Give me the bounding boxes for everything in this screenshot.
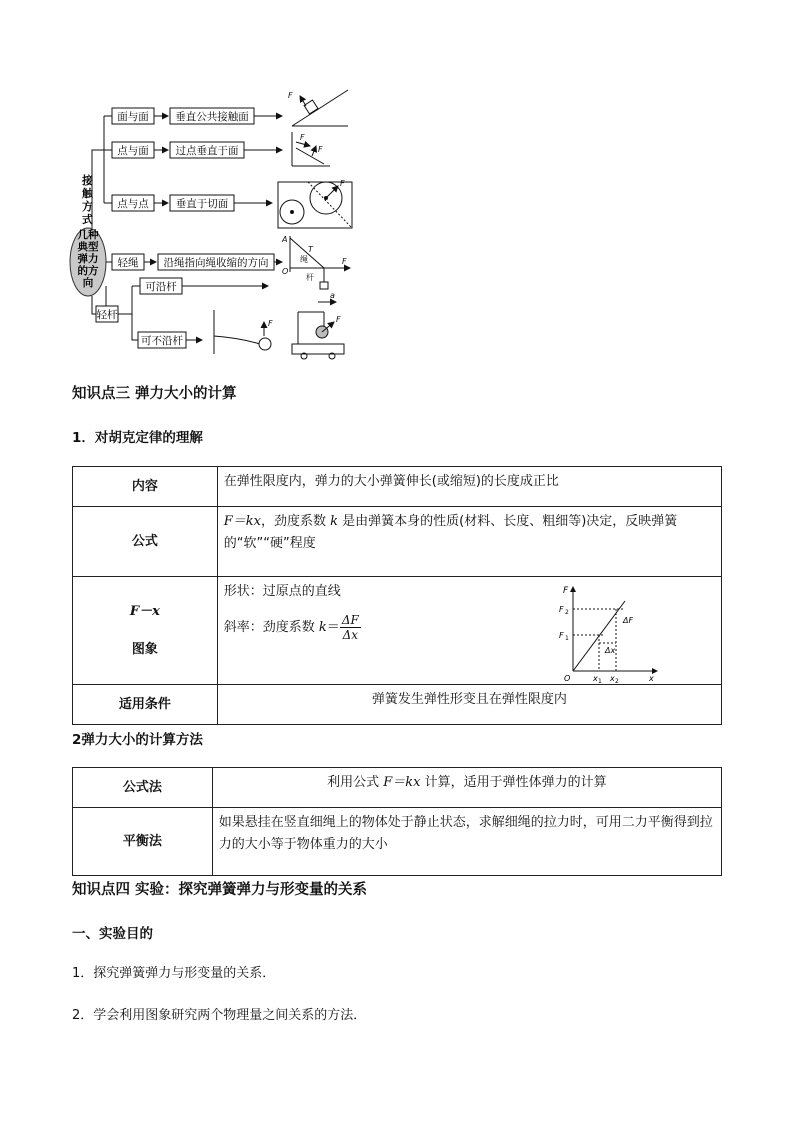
svg-text:垂直于切面: 垂直于切面	[175, 198, 229, 210]
svg-text:向: 向	[82, 277, 94, 289]
section4-sub1: 一、实验目的	[72, 926, 153, 942]
svg-text:F: F	[288, 91, 293, 100]
svg-text:F: F	[562, 586, 568, 596]
row-label-content: 内容	[73, 467, 218, 507]
svg-text:杆: 杆	[306, 273, 314, 282]
svg-text:2: 2	[614, 678, 619, 683]
svg-text:可沿杆: 可沿杆	[145, 281, 177, 293]
svg-text:轻杆: 轻杆	[96, 309, 118, 321]
svg-text:F: F	[268, 319, 273, 328]
contact-face-face	[112, 108, 282, 124]
svg-text:触: 触	[82, 187, 93, 200]
row-label-formula-method: 公式法	[73, 768, 213, 808]
table-row	[73, 467, 722, 507]
row-text-formula-method: 利用公式 F＝kx 计算，适用于弹性体弹力的计算	[212, 768, 721, 808]
svg-text:T: T	[308, 245, 313, 254]
svg-text:沿绳指向绳收缩的方向: 沿绳指向绳收缩的方向	[163, 257, 269, 269]
section4-item2: 2．学会利用图象研究两个物理量之间关系的方法．	[72, 1008, 367, 1023]
svg-text:a: a	[330, 291, 335, 300]
svg-text:Δx: Δx	[604, 646, 615, 655]
svg-text:点与点: 点与点	[117, 198, 149, 210]
svg-text:式: 式	[82, 213, 93, 226]
row-text-formula: F＝kx，劲度系数 k 是由弹簧本身的性质(材料、长度、粗细等)决定，反映弹簧的“软”“硬”程度	[217, 507, 721, 577]
row-text-balance-method: 如果悬挂在竖直细绳上的物体处于静止状态，求解细绳的拉力时，可用二力平衡得到拉力的大小等于物体重力的大小	[212, 808, 721, 876]
row-label-condition: 适用条件	[73, 685, 218, 725]
svg-text:的方: 的方	[77, 265, 99, 277]
svg-text:ΔF: ΔF	[622, 616, 633, 625]
svg-text:x: x	[648, 674, 654, 683]
rope-branch	[112, 254, 282, 270]
contact-point-point	[112, 195, 272, 211]
table-row	[73, 685, 722, 725]
hooke-law-table	[72, 466, 722, 725]
svg-text:F: F	[558, 631, 564, 640]
svg-text:方: 方	[82, 200, 93, 213]
section4-item1: 1．探究弹簧弹力与形变量的关系．	[72, 966, 276, 981]
svg-text:几种: 几种	[77, 229, 99, 241]
table-row	[73, 577, 722, 685]
f-x-graph	[553, 579, 663, 683]
row-label-balance-method: 平衡法	[73, 808, 213, 876]
svg-text:典型: 典型	[77, 241, 99, 253]
illustration-incline	[288, 90, 348, 126]
row-text-graph: 形状：过原点的直线 斜率：劲度系数 k＝ $\frac{\Delta F}{\Delta x}$ F F 2 F 1 O x 1 x 2 x ΔF Δx	[217, 577, 721, 685]
svg-text:过点垂直于面: 过点垂直于面	[175, 145, 239, 157]
contact-point-face	[112, 142, 282, 158]
svg-text:x: x	[609, 674, 615, 683]
illustration-bent-rod	[214, 310, 273, 354]
svg-text:F: F	[336, 315, 341, 324]
section3-title: 知识点三 弹力大小的计算	[72, 386, 237, 402]
svg-text:可不沿杆: 可不沿杆	[141, 335, 183, 347]
svg-text:1: 1	[597, 678, 602, 683]
illustration-point-point	[278, 179, 352, 228]
row-text-content: 在弹性限度内，弹力的大小弹簧伸长(或缩短)的长度成正比	[217, 467, 721, 507]
force-direction-diagram	[60, 86, 360, 362]
table-row	[73, 808, 722, 876]
svg-text:A: A	[282, 235, 288, 244]
svg-text:F: F	[300, 133, 305, 142]
svg-text:接: 接	[82, 174, 93, 187]
illustration-rope	[281, 235, 350, 289]
svg-text:F: F	[342, 257, 347, 266]
illustration-cart	[292, 291, 344, 359]
svg-text:点与面: 点与面	[117, 145, 149, 157]
row-label-formula: 公式	[73, 507, 218, 577]
svg-text:绳: 绳	[300, 255, 308, 264]
svg-text:轻绳: 轻绳	[117, 257, 139, 269]
calc-method-table	[72, 767, 722, 876]
svg-text:x: x	[592, 674, 598, 683]
svg-text:2: 2	[564, 609, 569, 616]
table-row	[73, 768, 722, 808]
svg-text:弹力: 弹力	[77, 253, 99, 265]
section3-sub2: 2弹力大小的计算方法	[72, 732, 203, 748]
illustration-point-face	[292, 132, 330, 166]
svg-text:垂直公共接触面: 垂直公共接触面	[175, 111, 249, 123]
svg-text:F: F	[340, 179, 345, 188]
svg-text:O: O	[563, 674, 571, 683]
svg-text:F: F	[318, 145, 323, 154]
table-row	[73, 507, 722, 577]
row-text-condition: 弹簧发生弹性形变且在弹性限度内	[217, 685, 721, 725]
svg-text:O: O	[282, 267, 289, 276]
rod-branch	[96, 278, 268, 348]
svg-text:F: F	[558, 605, 564, 614]
row-label-graph: F－x 图象	[73, 577, 218, 685]
svg-text:1: 1	[564, 635, 569, 642]
section4-title: 知识点四 实验：探究弹簧弹力与形变量的关系	[72, 882, 368, 898]
section3-sub1: 1．对胡克定律的理解	[72, 430, 203, 446]
svg-text:面与面: 面与面	[117, 111, 149, 123]
